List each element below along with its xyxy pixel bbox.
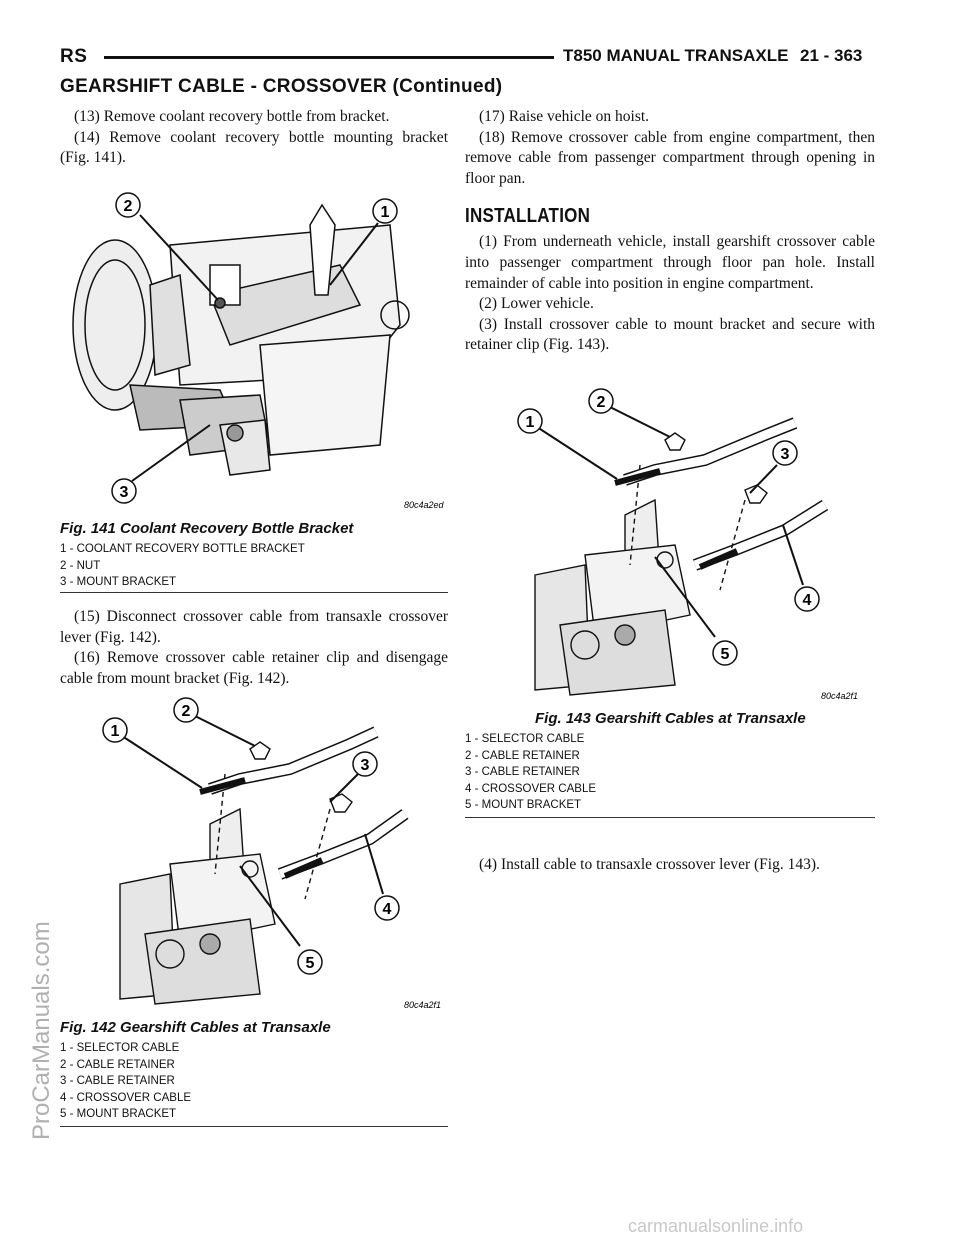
header-rule: [104, 56, 554, 59]
gearshift-cables-illustration: [60, 694, 448, 1014]
svg-text:5: 5: [720, 646, 730, 663]
side-watermark: ProCarManuals.com: [28, 921, 55, 1140]
svg-text:2: 2: [181, 703, 191, 720]
figure-legend: [465, 731, 875, 814]
gearshift-cables-illustration: [465, 385, 875, 705]
figure-caption: Fig. 143 Gearshift Cables at Transaxle: [535, 710, 806, 727]
figure-code: 80c4a2f1: [821, 691, 859, 701]
callout-4: [375, 896, 399, 920]
figure-legend: [60, 541, 448, 591]
legend-rule: [60, 1126, 448, 1127]
step-17: (17) Raise vehicle on hoist.: [479, 108, 650, 125]
install-step-3: (3) Install crossover cable to mount bracket and secure with retainer clip (Fig. 143).: [465, 315, 875, 354]
legend-item: 2 - NUT: [60, 559, 101, 572]
svg-text:1: 1: [380, 204, 390, 221]
figure-code: 80c4a2f1: [404, 1000, 442, 1010]
callout-2: [174, 698, 198, 722]
figure-143: [465, 385, 875, 835]
figure-code: 80c4a2ed: [404, 500, 444, 510]
page-number: 21 - 363: [800, 46, 863, 65]
legend-item: 3 - MOUNT BRACKET: [60, 576, 177, 588]
callout-5: [713, 641, 737, 665]
svg-text:1: 1: [525, 414, 535, 431]
install-step-4: (4) Install cable to transaxle crossover lever (Fig. 143).: [479, 856, 820, 873]
legend-item: 1 - SELECTOR CABLE: [465, 733, 585, 745]
callout-3: [112, 479, 136, 503]
callout-5: [298, 950, 322, 974]
svg-text:3: 3: [360, 757, 370, 774]
callout-3: [353, 752, 377, 776]
callout-2: [116, 193, 140, 217]
figure-legend: [60, 1040, 448, 1123]
figure-caption: Fig. 142 Gearshift Cables at Transaxle: [60, 1019, 331, 1036]
svg-text:4: 4: [382, 901, 392, 918]
step-13: (13) Remove coolant recovery bottle from bracket.: [74, 108, 390, 125]
svg-text:5: 5: [305, 955, 315, 972]
left-column-mid-text: [60, 607, 448, 689]
legend-item: 4 - CROSSOVER CABLE: [60, 1091, 192, 1104]
step-16: (16) Remove crossover cable retainer clip and disengage cable from mount bracket (Fig. 142).: [60, 649, 448, 687]
callout-1: [518, 409, 542, 433]
step-15: (15) Disconnect crossover cable from transaxle crossover lever (Fig. 142).: [60, 608, 448, 646]
legend-item: 5 - MOUNT BRACKET: [60, 1108, 177, 1120]
svg-text:2: 2: [123, 198, 133, 215]
step-18: (18) Remove crossover cable from engine compartment, then remove cable from passenger compartment through opening in floor pan.: [465, 128, 875, 187]
installation-heading: INSTALLATION: [465, 205, 591, 228]
left-column-top-text: [60, 107, 448, 169]
legend-item: 5 - MOUNT BRACKET: [465, 799, 582, 811]
svg-text:2: 2: [596, 394, 606, 411]
svg-text:3: 3: [780, 446, 790, 463]
legend-item: 1 - COOLANT RECOVERY BOTTLE BRACKET: [60, 543, 305, 555]
callout-1: [103, 718, 127, 742]
section-title: GEARSHIFT CABLE - CROSSOVER (Continued): [60, 76, 503, 97]
svg-text:4: 4: [802, 592, 812, 609]
legend-rule: [60, 592, 448, 593]
legend-item: 4 - CROSSOVER CABLE: [465, 782, 597, 795]
header-section-code: RS: [60, 46, 88, 67]
step-14: (14) Remove coolant recovery bottle mounting bracket (Fig. 141).: [60, 128, 448, 167]
callout-1: [373, 199, 397, 223]
legend-item: 1 - SELECTOR CABLE: [60, 1042, 180, 1054]
legend-item: 3 - CABLE RETAINER: [465, 766, 580, 778]
legend-item: 2 - CABLE RETAINER: [60, 1058, 175, 1071]
legend-rule: [465, 817, 875, 818]
legend-item: 3 - CABLE RETAINER: [60, 1075, 175, 1087]
header-title: T850 MANUAL TRANSAXLE: [563, 46, 789, 65]
install-step-1: (1) From underneath vehicle, install gearshift crossover cable into passenger compartment through floor pan hole. Install remainder of cable into position in engine compartment.: [465, 233, 875, 292]
coolant-bracket-illustration: [60, 185, 448, 515]
callout-3: [773, 441, 797, 465]
footer-watermark: carmanualsonline.info: [628, 1216, 804, 1236]
figure-caption: Fig. 141 Coolant Recovery Bottle Bracket: [60, 520, 354, 537]
install-step-2: (2) Lower vehicle.: [479, 295, 594, 313]
figure-142: [60, 694, 448, 1134]
legend-item: 2 - CABLE RETAINER: [465, 749, 580, 762]
svg-text:1: 1: [110, 723, 120, 740]
callout-4: [795, 587, 819, 611]
callout-2: [589, 389, 613, 413]
right-column-top-text: [465, 107, 875, 356]
figure-141: [60, 185, 448, 595]
right-column-bottom-text: [465, 855, 875, 876]
svg-text:3: 3: [119, 484, 129, 501]
